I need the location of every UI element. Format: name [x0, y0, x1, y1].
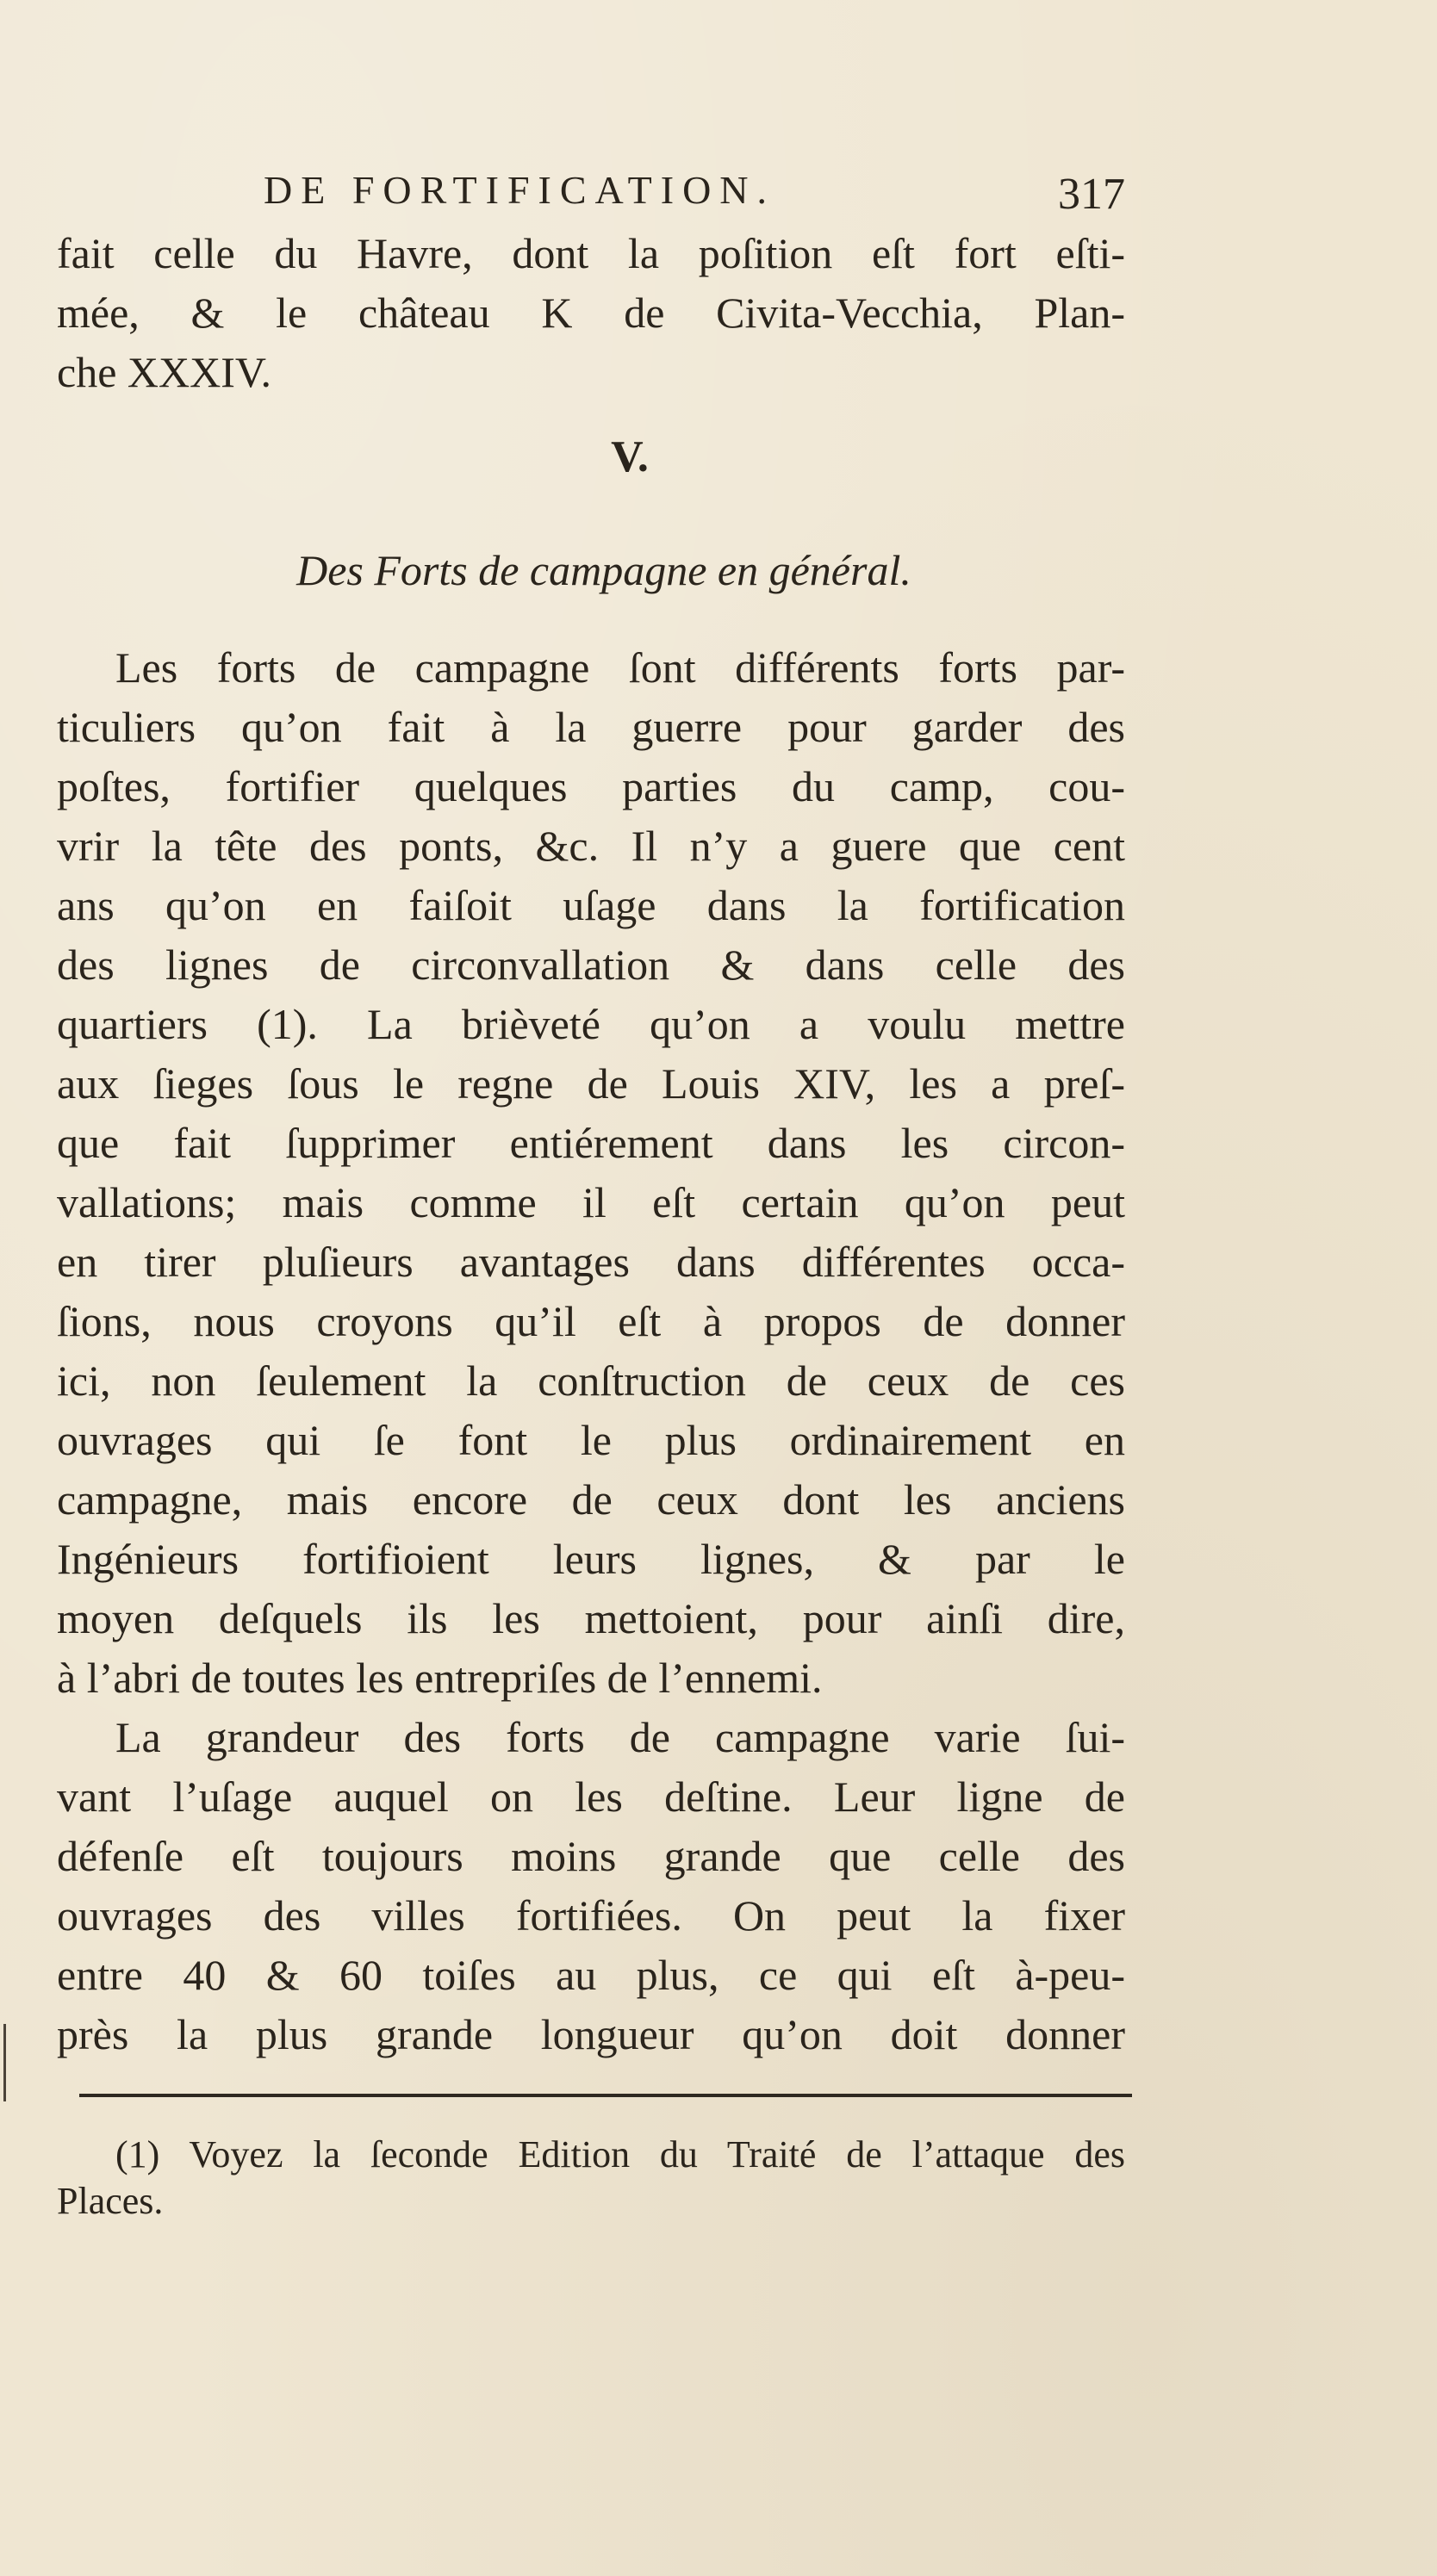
- paragraph-line: aux ſieges ſous le regne de Louis XIV, les a preſ-: [57, 1059, 1125, 1108]
- page-content: [57, 155, 1125, 2225]
- footnote-rule: [79, 2094, 1132, 2097]
- paragraph-line: en tirer pluſieurs avantages dans différentes occa-: [57, 1238, 1125, 1286]
- paragraph-line: poſtes, fortifier quelques parties du camp, cou-: [57, 762, 1125, 810]
- section-number: V.: [611, 432, 649, 481]
- text-line: fait celle du Havre, dont la poſition eſt fort eſti-: [57, 229, 1125, 277]
- page-edge-mark: [3, 2024, 6, 2101]
- text-line: che XXXIV.: [57, 348, 272, 396]
- paragraph-line: campagne, mais encore de ceux dont les anciens: [57, 1475, 1125, 1524]
- paragraph-line: près la plus grande longueur qu’on doit donner: [57, 2010, 1125, 2058]
- paragraph-line: défenſe eſt toujours moins grande que celle des: [57, 1832, 1125, 1880]
- paragraph-line: vrir la tête des ponts, &c. Il n’y a guere que cent: [57, 822, 1125, 870]
- paragraph-line: vallations; mais comme il eſt certain qu’on peut: [57, 1178, 1125, 1226]
- page-number: 317: [1058, 170, 1125, 219]
- paragraph-line: vant l’uſage auquel on les deſtine. Leur ligne de: [57, 1772, 1125, 1821]
- running-head: [57, 155, 1125, 224]
- paragraph-line: ans qu’on en faiſoit uſage dans la fortification: [57, 881, 1125, 929]
- footnote-line: (1) Voyez la ſeconde Edition du Traité de l’attaque des: [115, 2133, 1125, 2176]
- paragraph-line: ticuliers qu’on fait à la guerre pour garder des: [57, 703, 1125, 751]
- text-line: mée, & le château K de Civita-Vecchia, Plan-: [57, 289, 1125, 337]
- footnote-line: Places.: [57, 2180, 164, 2222]
- paragraph-line: Les forts de campagne ſont différents forts par-: [115, 643, 1125, 692]
- paragraph-line: ouvrages des villes fortifiées. On peut la fixer: [57, 1891, 1125, 1940]
- paragraph-line: La grandeur des forts de campagne varie ſui-: [115, 1713, 1125, 1761]
- paragraph-line: des lignes de circonvallation & dans celle des: [57, 940, 1125, 989]
- paragraph-line: moyen deſquels ils les mettoient, pour ainſi dire,: [57, 1594, 1125, 1642]
- paragraph-line: ici, non ſeulement la conſtruction de ceux de ces: [57, 1356, 1125, 1405]
- section-title: Des Forts de campagne en général.: [296, 546, 911, 594]
- paragraph-line: à l’abri de toutes les entrepriſes de l’ennemi.: [57, 1654, 823, 1702]
- paragraph-line: ouvrages qui ſe font le plus ordinairement en: [57, 1416, 1125, 1464]
- paragraph-line: quartiers (1). La brièveté qu’on a voulu mettre: [57, 1000, 1125, 1048]
- paragraph-line: Ingénieurs fortifioient leurs lignes, & par le: [57, 1535, 1125, 1583]
- footnote: [57, 2132, 1125, 2225]
- paragraph-line: ſions, nous croyons qu’il eſt à propos de donner: [57, 1297, 1125, 1345]
- paragraph-line: que fait ſupprimer entiérement dans les circon-: [57, 1119, 1125, 1167]
- running-title: DE FORTIFICATION.: [264, 168, 776, 212]
- paragraph-line: entre 40 & 60 toiſes au plus, ce qui eſt à-peu-: [57, 1951, 1125, 1999]
